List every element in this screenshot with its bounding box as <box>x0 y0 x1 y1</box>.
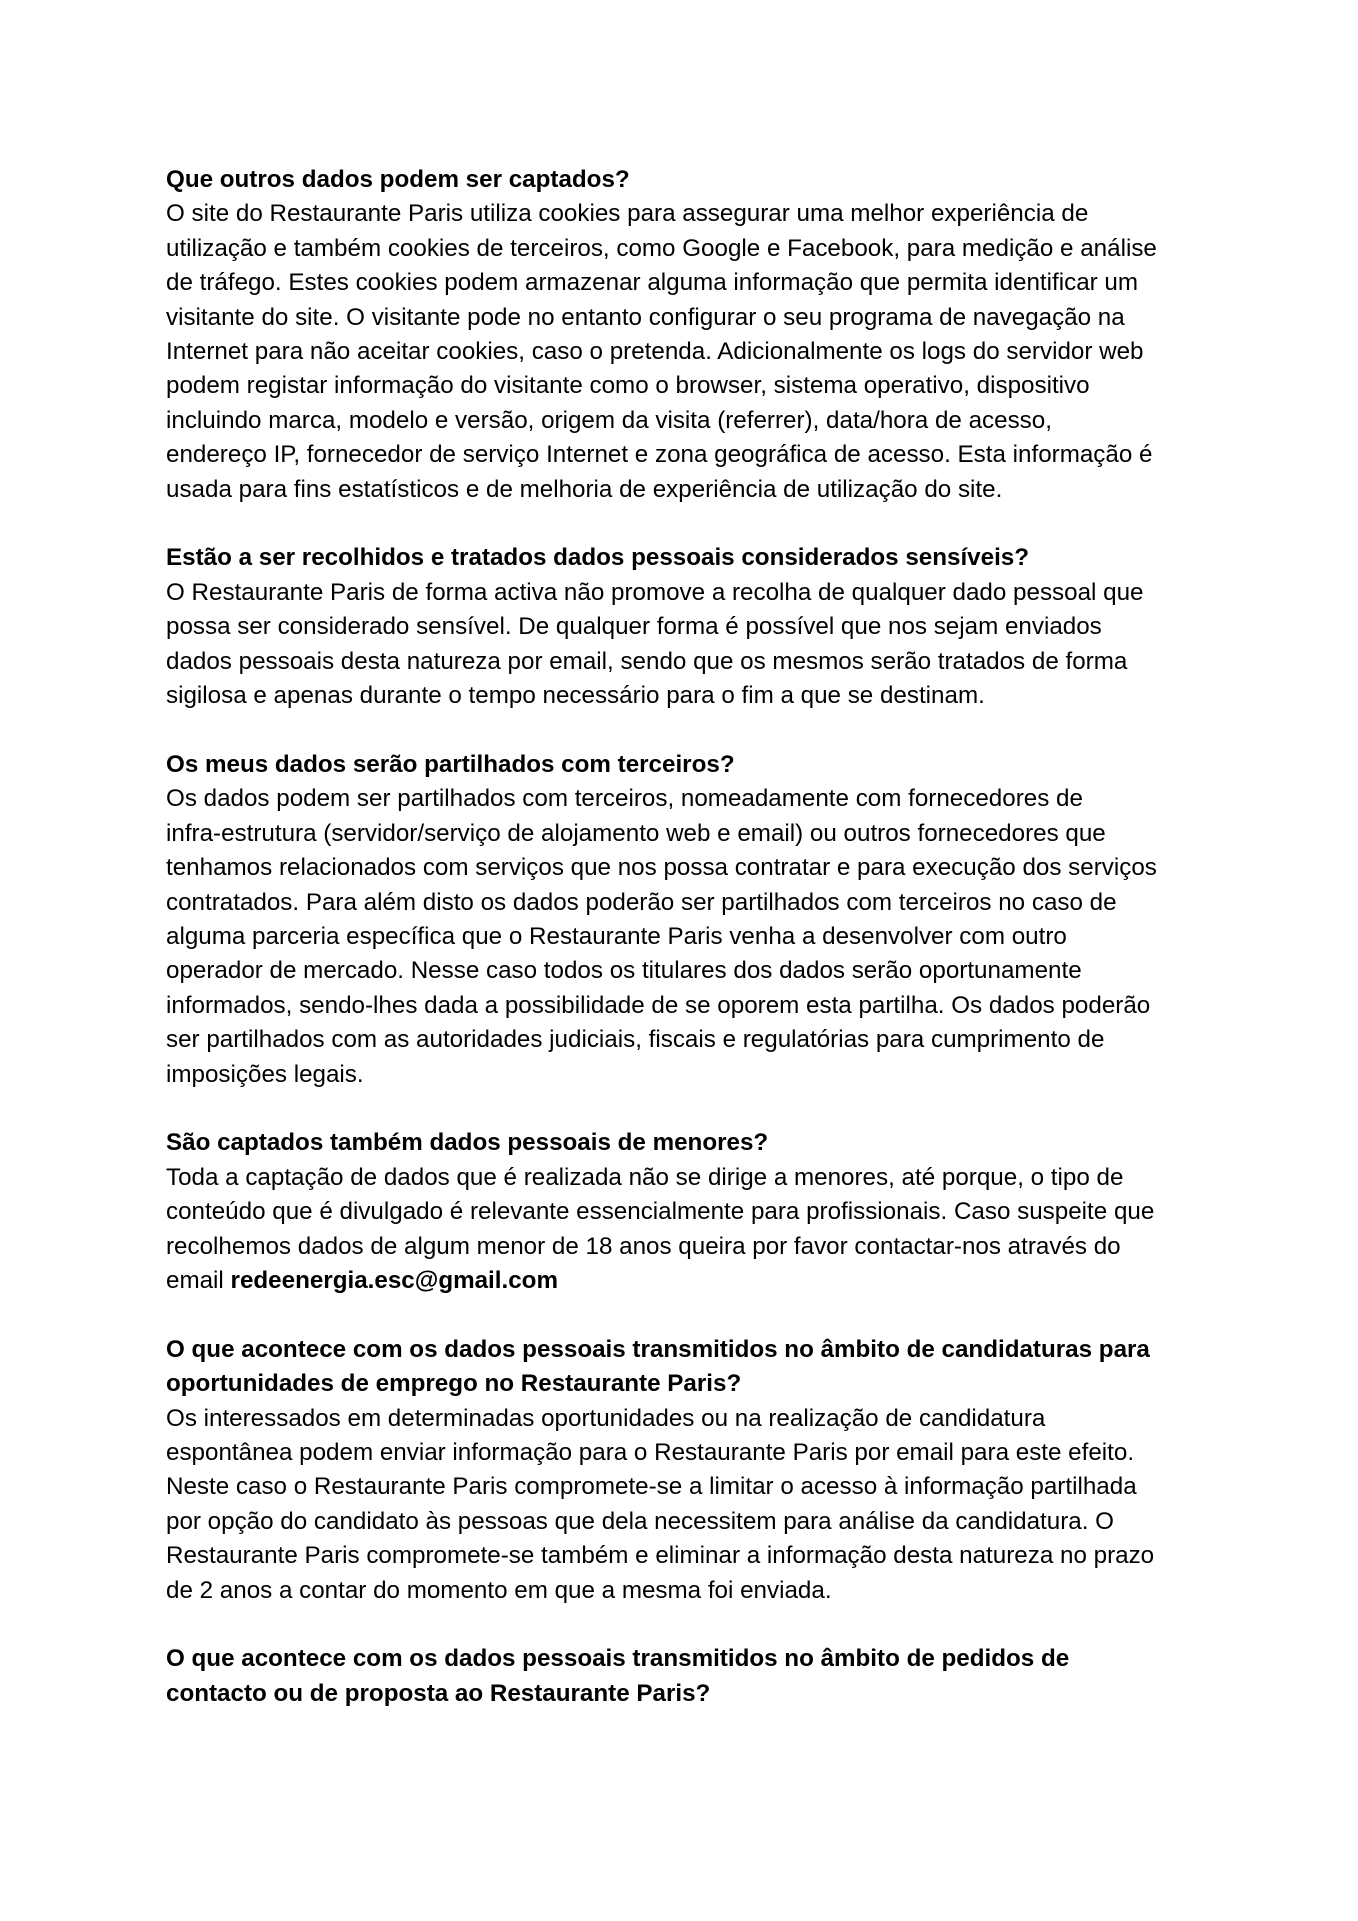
section-heading: Que outros dados podem ser captados? <box>166 166 630 193</box>
section-paragraph: Os interessados em determinadas oportunidades ou na realização de candidatura espontânea podem enviar informação para o Restaurante Paris por email para este efeito. Neste caso o Restaurante Paris compromete-se a limitar o acesso à informação partilhada por opção do candidato às pessoas que dela necessitem para análise da candidatura. O Restaurante Paris compromete-se também e eliminar a informação desta natureza no prazo de 2 anos a contar do momento em que a mesma foi enviada. <box>166 1404 1155 1604</box>
section-contact-requests <box>166 1642 1216 1711</box>
document-body <box>166 163 1216 1746</box>
section-heading: O que acontece com os dados pessoais transmitidos no âmbito de pedidos de contacto ou de proposta ao Restaurante Paris? <box>166 1645 1070 1707</box>
section-other-data <box>166 163 1216 507</box>
section-job-applications <box>166 1333 1216 1608</box>
section-paragraph: O site do Restaurante Paris utiliza cookies para assegurar uma melhor experiência de utilização e também cookies de terceiros, como Google e Facebook, para medição e análise de tráfego. Estes cookies podem armazenar alguma informação que permita identificar um visitante do site. O visitante pode no entanto configurar o seu programa de navegação na Internet para não aceitar cookies, caso o pretenda. Adicionalmente os logs do servidor web podem registar informação do visitante como o browser, sistema operativo, dispositivo incluindo marca, modelo e versão, origem da visita (referrer), data/hora de acesso, endereço IP, fornecedor de serviço Internet e zona geográfica de acesso. Esta informação é usada para fins estatísticos e de melhoria de experiência de utilização do site. <box>166 200 1157 503</box>
section-paragraph: Os dados podem ser partilhados com terceiros, nomeadamente com fornecedores de infra-estrutura (servidor/serviço de alojamento web e email) ou outros fornecedores que tenhamos relacionados com serviços que nos possa contratar e para execução dos serviços contratados. Para além disto os dados poderão ser partilhados com terceiros no caso de alguma parceria específica que o Restaurante Paris venha a desenvolver com outro operador de mercado. Nesse caso todos os titulares dos dados serão oportunamente informados, sendo-lhes dada a possibilidade de se oporem esta partilha. Os dados poderão ser partilhados com as autoridades judiciais, fiscais e regulatórias para cumprimento de imposições legais. <box>166 785 1157 1088</box>
section-heading: Estão a ser recolhidos e tratados dados pessoais considerados sensíveis? <box>166 544 1030 572</box>
section-sensitive-data <box>166 541 1216 713</box>
contact-email: redeenergia.esc@gmail.com <box>230 1266 558 1294</box>
paragraph-text: Toda a captação de dados que é realizada não se dirige a menores, até porque, o tipo de conteúdo que é divulgado é relevante essencialmente para profissionais. Caso suspeite que recolhemos dados de algum menor de 18 anos queira por favor contactar-nos através do email <box>166 1163 1155 1294</box>
section-minors <box>166 1126 1216 1298</box>
section-third-parties <box>166 748 1216 1092</box>
section-heading: Os meus dados serão partilhados com terceiros? <box>166 750 735 778</box>
section-paragraph: O Restaurante Paris de forma activa não promove a recolha de qualquer dado pessoal que possa ser considerado sensível. De qualquer forma é possível que nos sejam enviados dados pessoais desta natureza por email, sendo que os mesmos serão tratados de forma sigilosa e apenas durante o tempo necessário para o fim a que se destinam. <box>166 578 1144 710</box>
section-heading: O que acontece com os dados pessoais transmitidos no âmbito de candidaturas para oportunidades de emprego no Restaurante Paris? <box>166 1335 1150 1398</box>
section-paragraph <box>166 1161 1216 1299</box>
section-heading: São captados também dados pessoais de menores? <box>166 1129 769 1157</box>
